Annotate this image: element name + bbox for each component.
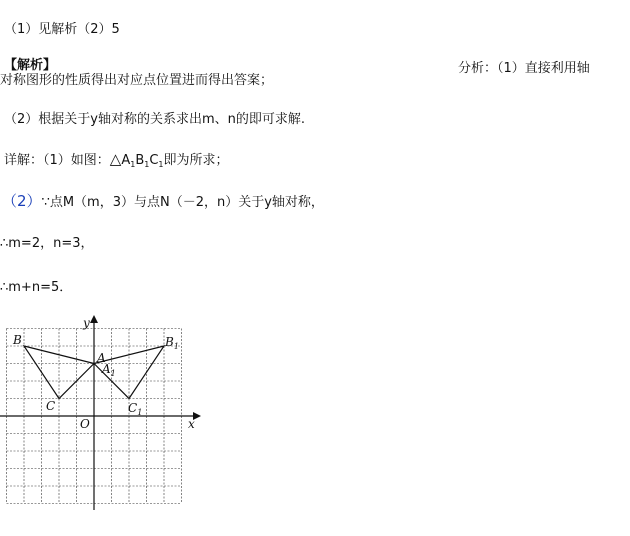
origin-label: O — [80, 417, 90, 431]
point-c1-letter: C — [128, 401, 138, 415]
tri-b: B — [135, 153, 145, 168]
tri-c-sub: 1 — [158, 160, 164, 169]
result-line-2: ∴m+n=5． — [0, 280, 73, 295]
detail-suffix: 即为所求； — [163, 153, 229, 168]
part2-text: ∵点M（m，3）与点N（－2，n）关于y轴对称， — [41, 195, 324, 210]
point-a1-sub: 1 — [110, 369, 116, 378]
answer-line: （1）见解析（2）5 — [4, 22, 120, 37]
detail-part2 — [2, 193, 324, 211]
analysis-label: 分析：（1）直接利用轴 — [458, 61, 590, 76]
point-c-label: C — [46, 399, 56, 413]
point-a1-label — [101, 362, 116, 378]
part2-number: （2） — [2, 192, 42, 210]
tri-c: C — [149, 153, 159, 168]
point-c1-label — [128, 401, 142, 417]
y-axis-label: y — [83, 316, 90, 330]
analysis-continuation: 对称图形的性质得出对应点位置进而得出答案； — [0, 73, 274, 88]
point-b1-sub: 1 — [173, 342, 179, 351]
point-a-label: A — [97, 351, 106, 365]
analysis-part2: （2）根据关于y轴对称的关系求出m、n的即可求解. — [4, 112, 305, 127]
y-axis-arrow — [90, 315, 98, 323]
detail-prefix: 详解：（1）如图： — [4, 153, 110, 168]
coordinate-figure — [0, 310, 210, 520]
point-b1-letter: B — [165, 335, 174, 349]
tri-a: A — [121, 153, 131, 168]
tri-a-sub: 1 — [130, 160, 136, 169]
point-a1-letter: A — [102, 362, 111, 376]
point-c1-sub: 1 — [137, 408, 143, 417]
triangle-symbol: △ — [109, 150, 122, 168]
detail-part1 — [4, 151, 229, 173]
x-axis-label: x — [188, 417, 195, 431]
tri-b-sub: 1 — [144, 160, 150, 169]
point-b-label: B — [13, 333, 22, 347]
point-b1-label — [164, 335, 179, 351]
result-line-1: ∴m=2，n=3， — [0, 236, 94, 251]
analysis-header: 【解析】 — [4, 58, 57, 73]
